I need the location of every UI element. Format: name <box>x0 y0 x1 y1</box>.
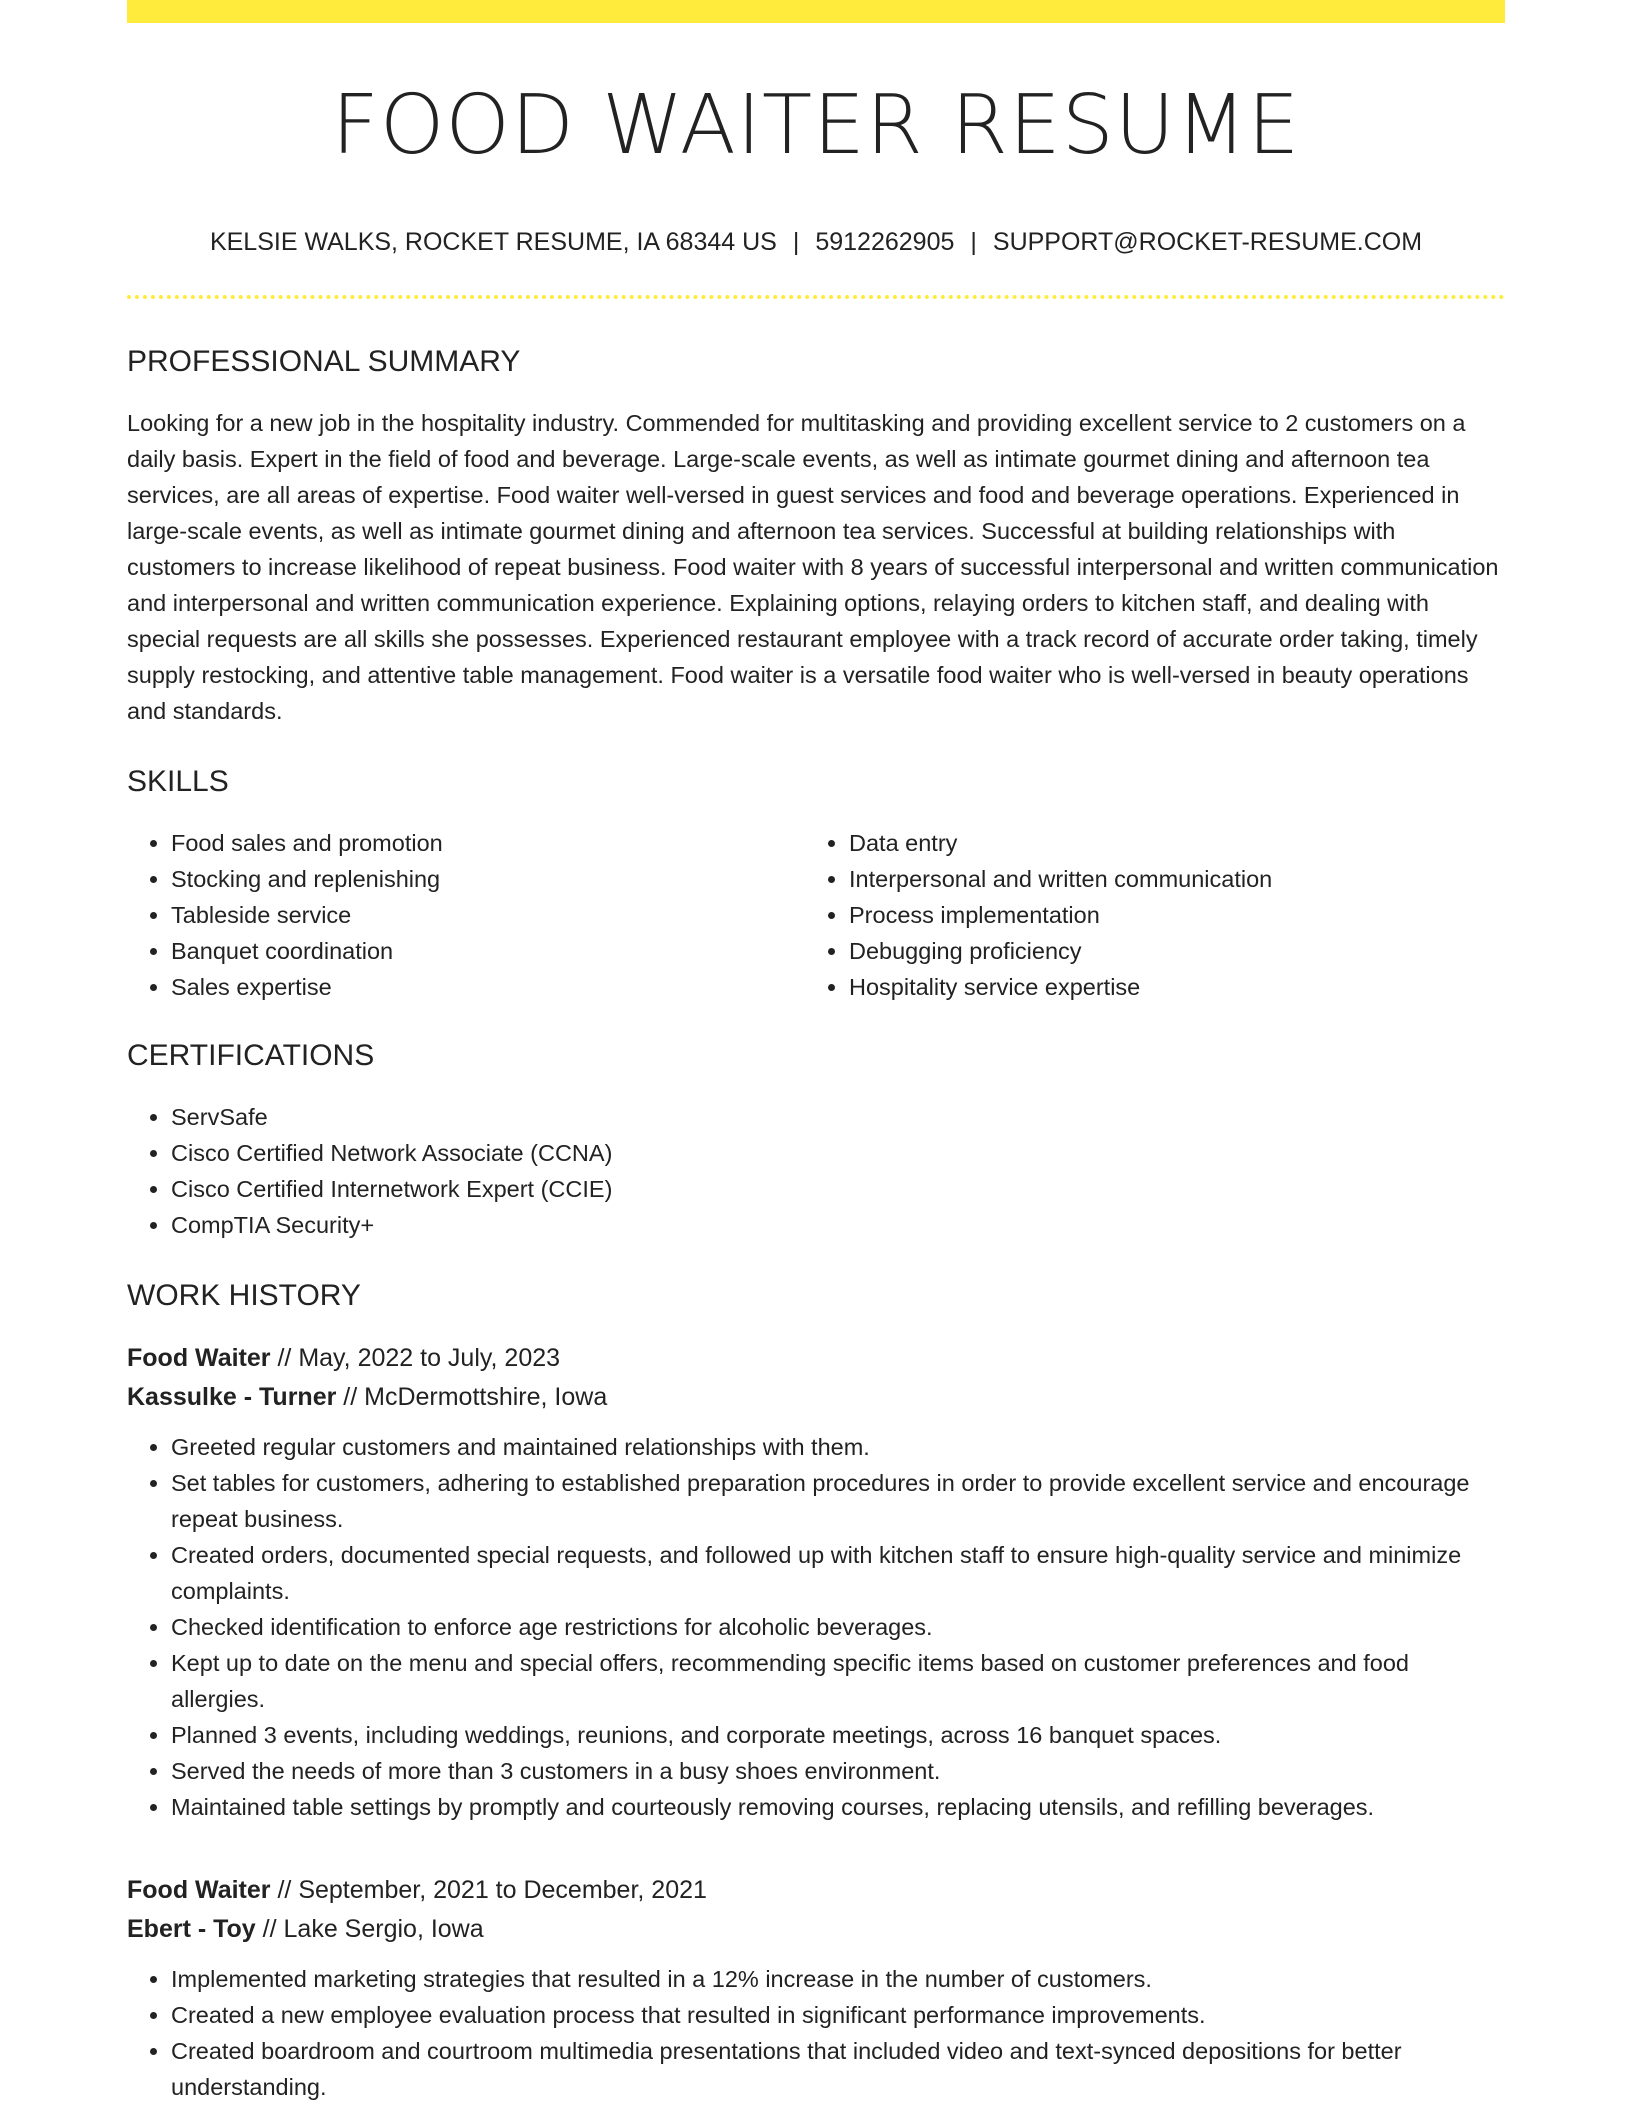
job-bullet: • Implemented marketing strategies that resulted in a 12% increase in the number of customers. <box>171 1961 1505 1997</box>
job-bullet: • Kept up to date on the menu and special offers, recommending specific items based on customer preferences and food allergies. <box>171 1645 1505 1717</box>
skills-section <box>127 765 1505 1005</box>
job-bullet: • Checked identification to enforce age restrictions for alcoholic beverages. <box>171 1609 1505 1645</box>
contact-email: SUPPORT@ROCKET-RESUME.COM <box>992 228 1423 256</box>
job-separator: // <box>255 1915 284 1943</box>
certification-item: • ServSafe <box>171 1099 1505 1135</box>
job-bullet: • Set tables for customers, adhering to established preparation procedures in order to provide excellent service and encourage repeat business. <box>171 1465 1505 1537</box>
skill-item: • Data entry <box>849 825 1483 861</box>
job-company-line <box>127 1910 1505 1949</box>
job-bullet: • Created boardroom and courtroom multimedia presentations that included video and text-synced depositions for better understanding. <box>171 2033 1505 2105</box>
job-bullet: • Served the needs of more than 3 customers in a busy shoes environment. <box>171 1753 1505 1789</box>
job-separator: // <box>270 1876 299 1904</box>
professional-summary-section <box>127 345 1505 729</box>
job-title-line <box>127 1339 1505 1378</box>
job-title: Food Waiter <box>127 1344 271 1372</box>
job-company: Kassulke - Turner <box>127 1383 337 1411</box>
job-location: McDermottshire, Iowa <box>364 1383 608 1411</box>
job-separator: // <box>336 1383 365 1411</box>
skill-item: • Interpersonal and written communication <box>849 861 1483 897</box>
contact-separator: | <box>792 228 800 256</box>
contact-name-address: KELSIE WALKS, ROCKET RESUME, IA 68344 US <box>209 228 777 256</box>
job-title-line <box>127 1871 1505 1910</box>
resume-page <box>127 0 1505 2105</box>
job-separator: // <box>270 1344 299 1372</box>
top-accent-bar <box>127 0 1505 23</box>
job-entry <box>127 1871 1505 2105</box>
job-company: Ebert - Toy <box>127 1915 256 1943</box>
section-heading: SKILLS <box>127 765 229 798</box>
skill-item: • Banquet coordination <box>171 933 805 969</box>
job-entry <box>127 1339 1505 1825</box>
skills-column-right <box>805 825 1483 1005</box>
skill-item: • Debugging proficiency <box>849 933 1483 969</box>
certification-item: • Cisco Certified Internetwork Expert (CCIE) <box>171 1171 1505 1207</box>
section-heading: WORK HISTORY <box>127 1279 361 1312</box>
resume-title: FOOD WAITER RESUME <box>331 78 1301 173</box>
job-company-line <box>127 1378 1505 1417</box>
section-heading: CERTIFICATIONS <box>127 1039 375 1072</box>
job-bullet: • Created orders, documented special requests, and followed up with kitchen staff to ensure high-quality service and minimize complaints. <box>171 1537 1505 1609</box>
job-bullet: • Created a new employee evaluation process that resulted in significant performance improvements. <box>171 1997 1505 2033</box>
skill-item: • Stocking and replenishing <box>171 861 805 897</box>
skill-item: • Tableside service <box>171 897 805 933</box>
section-heading: PROFESSIONAL SUMMARY <box>127 345 521 378</box>
contact-phone: 5912262905 <box>815 228 955 256</box>
skill-item: • Food sales and promotion <box>171 825 805 861</box>
certification-item: • CompTIA Security+ <box>171 1207 1505 1243</box>
skill-item: • Hospitality service expertise <box>849 969 1483 1005</box>
summary-text: Looking for a new job in the hospitality industry. Commended for multitasking and providing excellent service to 2 customers on a daily basis. Expert in the field of food and beverage. Large-scale events, as well as intimate gourmet dining and afternoon tea services, are all areas of expertise. Food waiter well-versed in guest services and food and beverage operations. Experienced in large-scale events, as well as intimate gourmet dining and afternoon tea services. Successful at building relationships with customers to increase likelihood of repeat business. Food waiter with 8 years of successful interpersonal and written communication and interpersonal and written communication experience. Explaining options, relaying orders to kitchen staff, and dealing with special requests are all skills she possesses. Experienced restaurant employee with a track record of accurate order taking, timely supply restocking, and attentive table management. Food waiter is a versatile food waiter who is well-versed in beauty operations and standards. <box>127 410 1499 724</box>
contact-separator: | <box>970 228 977 256</box>
job-location: Lake Sergio, Iowa <box>283 1915 484 1943</box>
job-dates: May, 2022 to July, 2023 <box>298 1344 561 1372</box>
job-title: Food Waiter <box>127 1876 271 1904</box>
skills-column-left <box>127 825 805 1005</box>
job-bullet: • Maintained table settings by promptly and courteously removing courses, replacing utensils, and refilling beverages. <box>171 1789 1505 1825</box>
skill-item: • Process implementation <box>849 897 1483 933</box>
skills-grid <box>127 825 1505 1005</box>
job-dates: September, 2021 to December, 2021 <box>298 1876 707 1904</box>
job-bullet: • Greeted regular customers and maintained relationships with them. <box>171 1429 1505 1465</box>
certification-item: • Cisco Certified Network Associate (CCNA) <box>171 1135 1505 1171</box>
job-bullet: • Planned 3 events, including weddings, reunions, and corporate meetings, across 16 banquet spaces. <box>171 1717 1505 1753</box>
skill-item: • Sales expertise <box>171 969 805 1005</box>
work-history-section <box>127 1279 1505 2105</box>
dotted-divider <box>127 295 1505 299</box>
contact-line <box>127 227 1505 257</box>
certifications-section <box>127 1039 1505 1243</box>
